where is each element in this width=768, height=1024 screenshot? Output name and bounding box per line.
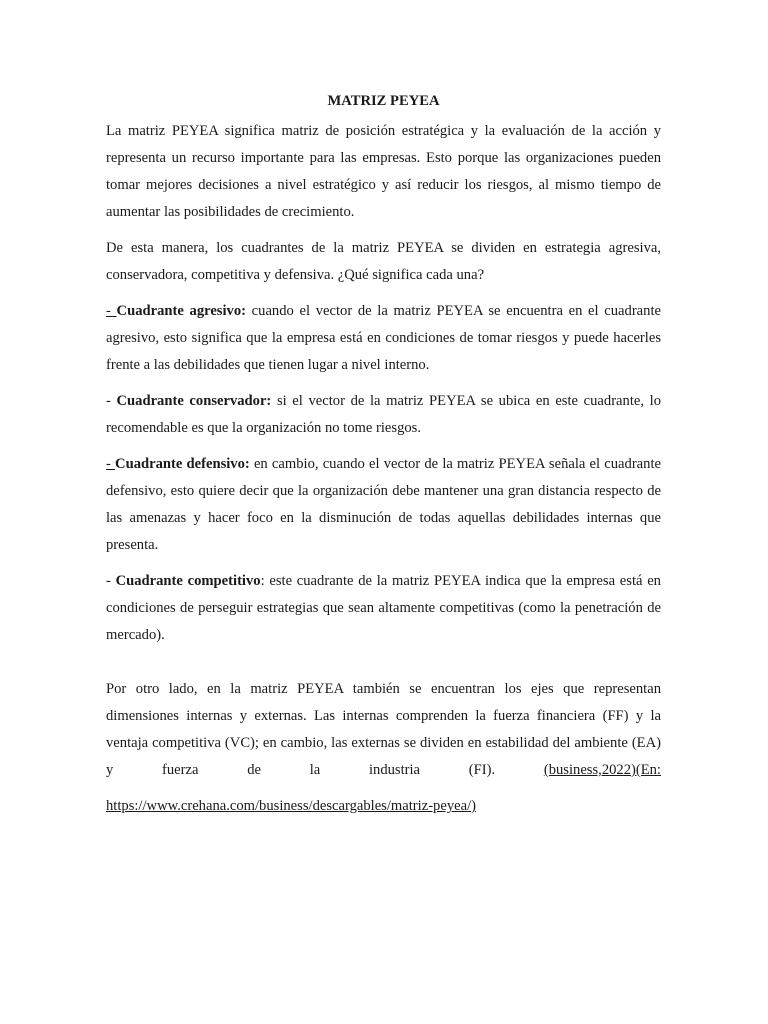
document-title: MATRIZ PEYEA: [327, 93, 440, 109]
quadrant-aggressive-paragraph: [106, 298, 661, 379]
citation-link[interactable]: (business,2022)(En:: [543, 762, 661, 778]
quadrant-dash: -: [106, 303, 117, 319]
citation-url-paragraph: [106, 793, 661, 820]
intro-paragraph: La matriz PEYEA significa matriz de posición estratégica y la evaluación de la acción y representa un recurso importante para las empresas. Esto porque las organizaciones pueden tomar mejores decisiones a nivel estratégico y así reducir los riesgos, al mismo tiempo de aumentar las posibilidades de crecimiento.: [106, 123, 661, 220]
quadrant-dash: -: [106, 393, 117, 409]
axes-paragraph: [106, 676, 661, 784]
quadrant-term: Cuadrante defensivo:: [115, 456, 250, 472]
quadrant-conservative-paragraph: [106, 388, 661, 442]
quadrant-term: Cuadrante conservador:: [116, 393, 272, 409]
paragraph-spacer: [106, 658, 661, 676]
axes-text: Por otro lado, en la matriz PEYEA también se encuentran los ejes que representan dimensiones internas y externas. Las internas comprenden la fuerza financiera (FF) y la ventaja competitiva (VC); en cambio, las externas se dividen en estabilidad del ambiente (EA) y fuerza de la industria (FI).: [106, 681, 661, 778]
quadrant-text: si el vector de la matriz PEYEA se ubica en este cuadrante, lo recomendable es que la organización no tome riesgos.: [106, 393, 661, 436]
quadrant-text: cuando el vector de la matriz PEYEA se encuentra en el cuadrante agresivo, esto significa que la empresa está en condiciones de tomar riesgos y puede hacerles frente a las debilidades que tienen lugar a nivel interno.: [106, 303, 661, 373]
quadrant-term: Cuadrante agresivo:: [116, 303, 246, 319]
quadrant-dash: -: [106, 456, 116, 472]
quadrant-competitive-paragraph: [106, 568, 661, 649]
quadrant-dash: -: [106, 573, 116, 589]
citation-url-link[interactable]: https://www.crehana.com/business/descargables/matriz-peyea/): [106, 798, 476, 814]
quadrant-defensive-paragraph: [106, 451, 661, 559]
document-page: [106, 90, 661, 829]
quadrant-text: en cambio, cuando el vector de la matriz PEYEA señala el cuadrante defensivo, esto quiere decir que la organización debe mantener una gran distancia respecto de las amenazas y hacer foco en la disminución de todas aquellas debilidades internas que presenta.: [106, 456, 661, 553]
division-paragraph: De esta manera, los cuadrantes de la matriz PEYEA se dividen en estrategia agresiva, conservadora, competitiva y defensiva. ¿Qué significa cada una?: [106, 240, 661, 283]
quadrant-text: : este cuadrante de la matriz PEYEA indica que la empresa está en condiciones de perseguir estrategias que sean altamente competitivas (como la penetración de mercado).: [106, 573, 661, 643]
quadrant-term: Cuadrante competitivo: [115, 573, 261, 589]
